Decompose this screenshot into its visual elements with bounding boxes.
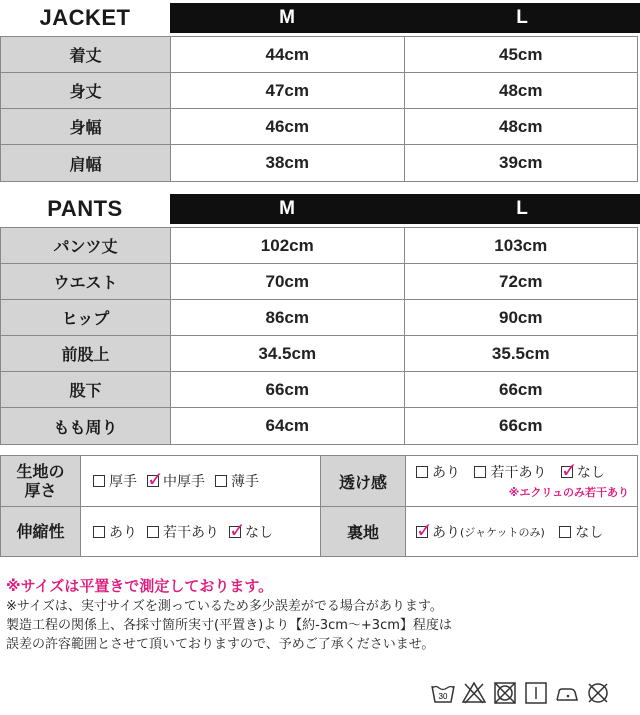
- option-label: あり: [432, 524, 460, 541]
- pants-table: [0, 227, 638, 445]
- fabric-attributes-table: [0, 455, 638, 557]
- checkbox-checked: [147, 467, 164, 491]
- check-mark-icon: ✓: [416, 517, 433, 542]
- table-row: [1, 73, 637, 109]
- row-label: ウエスト: [1, 264, 171, 299]
- jacket-table: [0, 36, 638, 182]
- size-l-value: 66cm: [499, 379, 543, 399]
- size-l-value: 90cm: [499, 307, 543, 327]
- option-yes: [416, 462, 460, 482]
- check-mark-icon: ✓: [229, 517, 246, 542]
- size-l-value: 72cm: [499, 271, 543, 291]
- sheer-label: 透け感: [321, 456, 406, 506]
- table-row: [1, 408, 637, 444]
- option-medium-thick: [147, 467, 205, 491]
- size-m-value: 44cm: [171, 37, 405, 72]
- size-l-value: 66cm: [499, 416, 543, 435]
- option-yes: [416, 517, 545, 542]
- no-dry-clean-icon: [585, 680, 611, 706]
- option-label: なし: [575, 524, 604, 541]
- option-label: 中厚手: [163, 474, 205, 490]
- check-mark-icon: ✓: [147, 467, 164, 491]
- row-label: 肩幅: [1, 145, 171, 181]
- jacket-header-l: L: [404, 3, 640, 33]
- sheer-options: [406, 456, 637, 506]
- jacket-title: JACKET: [39, 5, 131, 30]
- option-label: 薄手: [231, 474, 259, 490]
- pants-header-l: L: [404, 194, 640, 224]
- table-row: [1, 109, 637, 145]
- iron-low-icon: [554, 680, 580, 706]
- size-l-value: 35.5cm: [491, 343, 550, 363]
- disclaimer-line: 製造工程の関係上、各採寸箇所実寸(平置き)より【約-3cm～+3cm】程度は: [6, 618, 452, 633]
- disclaimer-line: ※サイズは、実寸サイズを測っているため多少誤差がでる場合があります。: [6, 599, 443, 614]
- sheer-note: ※エクリュのみ若干あり: [508, 486, 629, 499]
- attribute-row: [1, 506, 637, 556]
- option-sublabel: (ジャケットのみ): [460, 525, 545, 539]
- checkbox: [215, 475, 227, 487]
- row-label: 身丈: [1, 73, 171, 108]
- size-m-value: 102cm: [171, 228, 405, 263]
- checkbox: [93, 475, 105, 487]
- size-m-value: 64cm: [171, 408, 405, 444]
- checkbox: [559, 526, 571, 538]
- checkbox-checked: [229, 517, 246, 542]
- size-l-value: 103cm: [494, 235, 548, 255]
- checkbox: [93, 526, 105, 538]
- option-label: 若干あり: [163, 524, 219, 541]
- thickness-label-line2: 厚さ: [24, 481, 57, 500]
- row-label: もも周り: [1, 408, 171, 444]
- checkbox: [416, 466, 428, 478]
- option-none: [560, 458, 605, 482]
- size-l-value: 48cm: [499, 116, 543, 136]
- size-m-value: 34.5cm: [171, 336, 405, 371]
- pants-title: PANTS: [47, 196, 123, 221]
- size-l-value: 45cm: [499, 44, 543, 64]
- no-tumble-dry-icon: [492, 680, 518, 706]
- checkbox: [474, 466, 486, 478]
- size-m-value: 46cm: [171, 109, 405, 144]
- row-label: 股下: [1, 372, 171, 407]
- option-label: あり: [109, 524, 137, 541]
- disclaimer-line: 誤差の許容範囲とさせて頂いておりますので、予めご了承くださいませ。: [6, 637, 435, 652]
- table-row: [1, 300, 637, 336]
- option-label: あり: [432, 465, 460, 481]
- size-m-value: 86cm: [171, 300, 405, 335]
- wash-30-icon: [430, 680, 456, 706]
- size-m-value: 66cm: [171, 372, 405, 407]
- size-l-value: 48cm: [499, 80, 543, 100]
- table-row: [1, 264, 637, 300]
- care-icons: [430, 680, 611, 706]
- table-row: [1, 145, 637, 181]
- table-row: [1, 228, 637, 264]
- option-label: なし: [576, 465, 605, 481]
- stretch-label: 伸縮性: [1, 507, 81, 556]
- option-thick: [93, 471, 137, 491]
- option-label: なし: [245, 524, 273, 541]
- stretch-options: [81, 507, 321, 556]
- wash-temp-label: 30: [438, 692, 448, 701]
- thickness-label-line1: 生地の: [16, 462, 65, 481]
- row-label: ヒップ: [1, 300, 171, 335]
- row-label: 前股上: [1, 336, 171, 371]
- line-dry-icon: [523, 680, 549, 706]
- option-none: [559, 522, 603, 542]
- checkbox-checked: [416, 517, 433, 542]
- option-label: 若干あり: [490, 465, 547, 481]
- option-slight: [474, 462, 546, 482]
- pants-header-m: M: [170, 194, 404, 224]
- size-m-value: 70cm: [171, 264, 405, 299]
- option-slight: [147, 522, 219, 542]
- attribute-row: [1, 456, 637, 506]
- size-l-value: 39cm: [499, 153, 543, 172]
- option-thin: [215, 471, 259, 491]
- row-label: 着丈: [1, 37, 171, 72]
- table-row: [1, 336, 637, 372]
- size-disclaimer: [6, 575, 636, 654]
- row-label: 身幅: [1, 109, 171, 144]
- no-bleach-icon: [461, 680, 487, 706]
- lining-options: [406, 507, 637, 556]
- table-row: [1, 372, 637, 408]
- lining-label: 裏地: [321, 507, 406, 556]
- thickness-label: [1, 456, 81, 506]
- check-mark-icon: ✓: [560, 458, 578, 482]
- table-row: [1, 37, 637, 73]
- checkbox-checked: [560, 458, 578, 482]
- option-label: 厚手: [109, 474, 137, 490]
- thickness-options: [81, 456, 321, 506]
- option-yes: [93, 522, 137, 542]
- size-m-value: 47cm: [171, 73, 405, 108]
- checkbox: [147, 526, 159, 538]
- option-none: [229, 517, 273, 542]
- measurement-note: ※サイズは平置きで測定しております。: [6, 577, 274, 595]
- jacket-header-m: M: [170, 3, 404, 33]
- size-m-value: 38cm: [171, 145, 405, 181]
- row-label: パンツ丈: [1, 228, 171, 263]
